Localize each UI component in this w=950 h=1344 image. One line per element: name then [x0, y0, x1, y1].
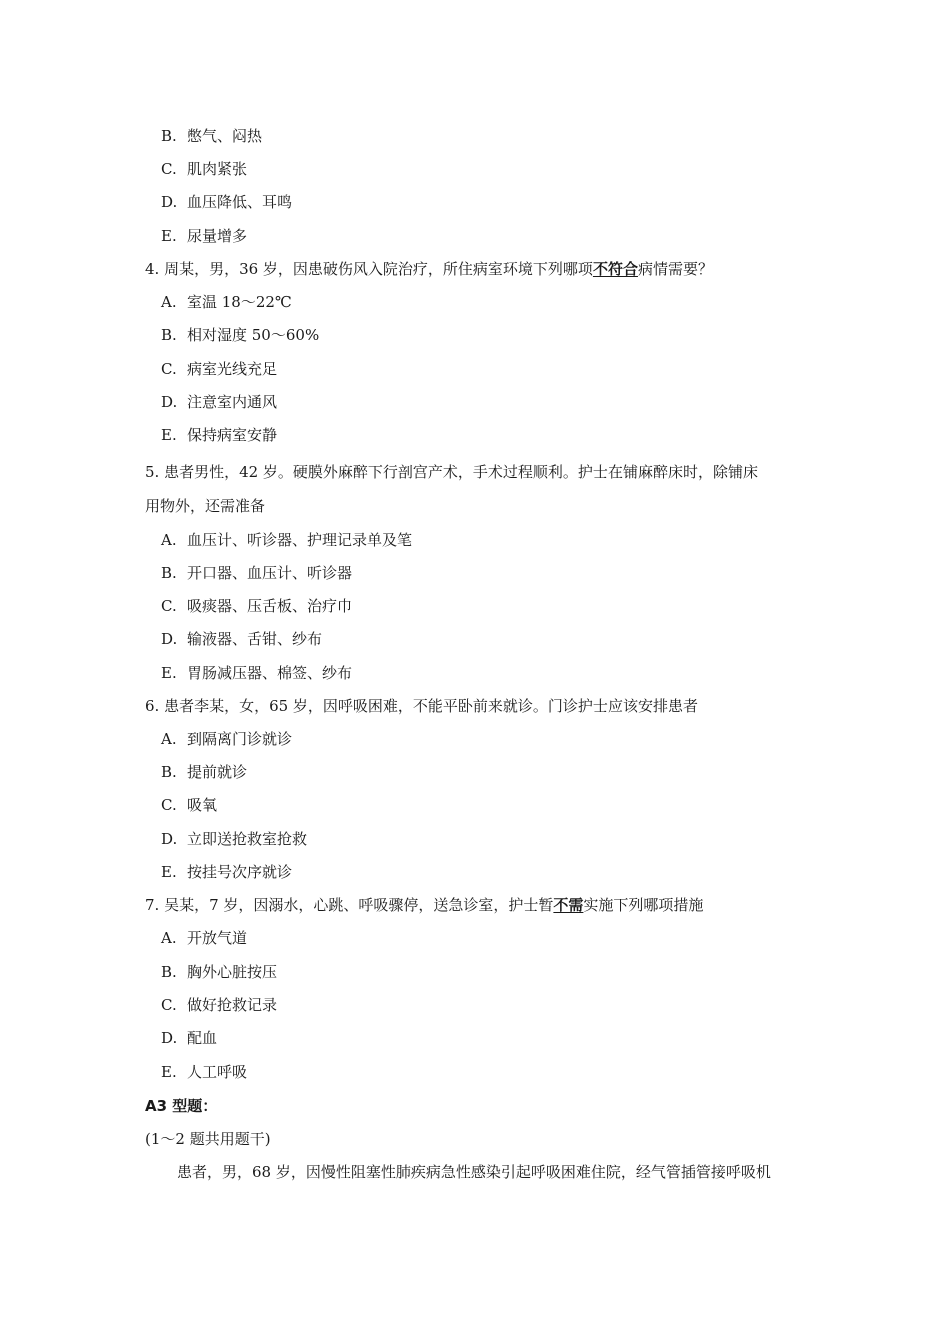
option-text: 保持病室安静	[187, 426, 278, 444]
option-c	[161, 795, 217, 815]
option-a	[161, 928, 247, 948]
option-text: 室温 18～22℃	[187, 293, 292, 311]
option-c	[161, 596, 352, 616]
option-text: 提前就诊	[187, 763, 248, 781]
question-text: 用物外，还需准备	[145, 497, 266, 515]
option-text: 注意室内通风	[187, 393, 278, 411]
option-b	[161, 563, 352, 583]
option-c	[161, 159, 247, 179]
option-letter: B.	[161, 326, 177, 344]
option-letter: E.	[161, 863, 177, 881]
option-letter: E.	[161, 426, 177, 444]
option-a	[161, 530, 412, 550]
option-letter: C.	[161, 996, 177, 1014]
option-text: 开口器、血压计、听诊器	[187, 564, 353, 582]
option-letter: C.	[161, 360, 177, 378]
question-text: 5. 患者男性，42 岁。硬膜外麻醉下行剖宫产术，手术过程顺利。护士在铺麻醉床时，除铺床	[145, 463, 758, 481]
option-text: 憋气、闷热	[187, 127, 263, 145]
question-text: 6. 患者李某，女，65 岁，因呼吸困难，不能平卧前来就诊。门诊护士应该安排患者	[145, 697, 698, 715]
option-text: 吸痰器、压舌板、治疗巾	[187, 597, 353, 615]
option-b	[161, 962, 277, 982]
emphasis-text: 不符合	[592, 260, 638, 278]
option-d	[161, 192, 292, 212]
option-text: 相对湿度 50～60%	[187, 326, 320, 344]
option-text: 到隔离门诊就诊	[187, 730, 293, 748]
case-stem: 患者，男，68 岁，因慢性阻塞性肺疾病急性感染引起呼吸困难住院，经气管插管接呼吸机	[177, 1163, 771, 1181]
option-e	[161, 1062, 247, 1082]
option-d	[161, 392, 277, 412]
option-text: 开放气道	[187, 929, 248, 947]
option-e	[161, 425, 277, 445]
option-c	[161, 995, 277, 1015]
question-6	[145, 696, 698, 716]
option-letter: B.	[161, 564, 177, 582]
option-e	[161, 862, 292, 882]
option-letter: A.	[161, 531, 177, 549]
option-text: 吸氧	[187, 796, 218, 814]
question-5-continued	[145, 496, 265, 516]
option-e	[161, 226, 247, 246]
option-text: 尿量增多	[187, 227, 248, 245]
question-7	[145, 895, 703, 915]
option-text: 病室光线充足	[187, 360, 278, 378]
option-text: 立即送抢救室抢救	[187, 830, 308, 848]
option-text: 血压计、听诊器、护理记录单及笔	[187, 531, 413, 549]
option-b	[161, 762, 247, 782]
option-text: 血压降低、耳鸣	[187, 193, 293, 211]
question-5	[145, 462, 758, 482]
option-letter: E.	[161, 227, 177, 245]
question-4	[145, 259, 713, 279]
question-text: 7. 吴某，7 岁，因溺水，心跳、呼吸骤停，送急诊室，护士暂	[145, 896, 554, 914]
option-letter: B.	[161, 763, 177, 781]
option-a	[161, 729, 292, 749]
option-text: 按挂号次序就诊	[187, 863, 293, 881]
option-a	[161, 292, 292, 312]
option-d	[161, 629, 322, 649]
option-letter: A.	[161, 293, 177, 311]
question-text-tail: 病情需要？	[637, 260, 713, 278]
option-letter: A.	[161, 730, 177, 748]
option-letter: C.	[161, 160, 177, 178]
question-text: 4. 周某，男，36 岁，因患破伤风入院治疗，所住病室环境下列哪项	[145, 260, 593, 278]
option-d	[161, 829, 307, 849]
option-letter: D.	[161, 630, 178, 648]
option-letter: E.	[161, 1063, 177, 1081]
option-letter: B.	[161, 127, 177, 145]
option-letter: D.	[161, 393, 178, 411]
option-text: 配血	[187, 1029, 218, 1047]
option-letter: E.	[161, 664, 177, 682]
option-e	[161, 663, 352, 683]
option-letter: B.	[161, 963, 177, 981]
option-text: 输液器、舌钳、纱布	[187, 630, 323, 648]
option-c	[161, 359, 277, 379]
option-text: 做好抢救记录	[187, 996, 278, 1014]
option-letter: D.	[161, 830, 178, 848]
shared-stem-note: (1～2 题共用题干)	[145, 1130, 271, 1148]
option-d	[161, 1028, 217, 1048]
emphasis-text: 不需	[553, 896, 584, 914]
option-text: 肌肉紧张	[187, 160, 248, 178]
question-text-tail: 实施下列哪项措施	[583, 896, 704, 914]
option-letter: A.	[161, 929, 177, 947]
section-header: A3 型题：	[145, 1097, 218, 1115]
option-letter: C.	[161, 796, 177, 814]
option-b	[161, 126, 262, 146]
option-text: 人工呼吸	[187, 1063, 248, 1081]
option-text: 胸外心脏按压	[187, 963, 278, 981]
option-letter: D.	[161, 193, 178, 211]
option-b	[161, 325, 319, 345]
option-text: 胃肠减压器、棉签、纱布	[187, 664, 353, 682]
option-letter: C.	[161, 597, 177, 615]
option-letter: D.	[161, 1029, 178, 1047]
